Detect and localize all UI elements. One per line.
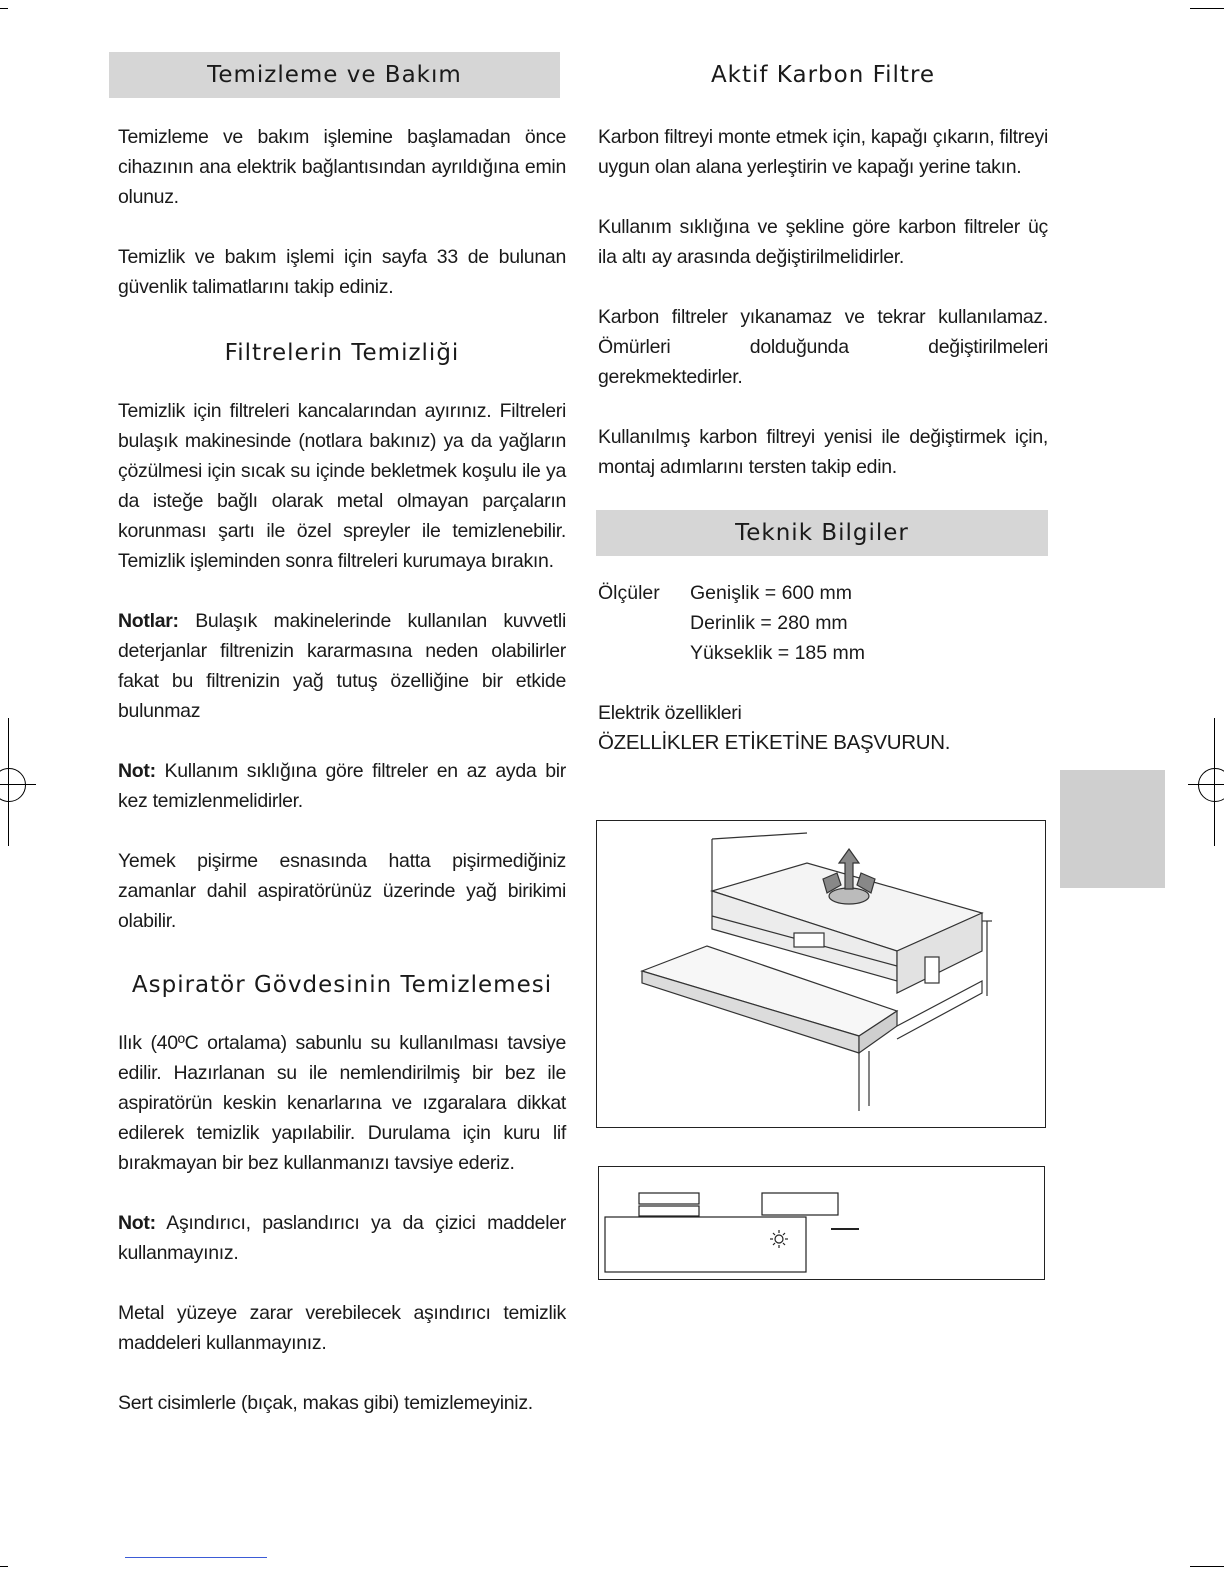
dimension-depth: Derinlik = 280 mm — [690, 612, 848, 634]
heading-technical-info: Teknik Bilgiler — [596, 510, 1048, 556]
left-column — [118, 52, 566, 1418]
note-text: Aşındırıcı, paslandırıcı ya da çizici maddeler kullanmayınız. — [118, 1212, 566, 1264]
dimensions-label: Ölçüler — [598, 582, 660, 604]
control-panel-drawing — [599, 1167, 1043, 1278]
registration-circle-right — [1198, 768, 1224, 802]
heading-cleaning-maintenance: Temizleme ve Bakım — [109, 52, 560, 98]
paragraph-power-disconnect: Temizleme ve bakım işlemine başlamadan önce cihazının ana elektrik bağlantısından ayrıldığına emin olunuz. — [118, 126, 566, 208]
right-column — [598, 52, 1048, 758]
heading-body-cleaning: Aspiratör Gövdesinin Temizlemesi — [131, 972, 553, 998]
notes-text: Bulaşık makinelerinde kullanılan kuvvetli deterjanlar filtrenizin kararmasına neden olabilirler fakat bu filtrenizin yağ tutuş özelliğine bir etkide bulunmaz — [118, 610, 566, 722]
paragraph-carbon-not-washable: Karbon filtreler yıkanamaz ve tekrar kullanılamaz. Ömürleri dolduğunda değiştirilmeleri gerekmektedirler. — [598, 306, 1048, 388]
page-thumb-tab — [1060, 770, 1165, 888]
crop-mark-bottom-left — [0, 1566, 8, 1567]
paragraph-carbon-install: Karbon filtreyi monte etmek için, kapağı çıkarın, filtreyi uygun olan alana yerleştirin ve kapağı yerine takın. — [598, 126, 1048, 178]
crop-mark-top-right — [1190, 8, 1224, 9]
paragraph-filter-cleaning: Temizlik için filtreleri kancalarından ayırınız. Filtreleri bulaşık makinesinde (notlara bakınız) ya da yağların çözülmesi için sıcak su içinde bekletmek koşulu ile ya da isteğe bağlı olarak metal olmayan parçaların korunması şartı ile özel spreyler ile temizlenebilir. Temizlik işleminden sonra filtreleri kurumaya bırakın. — [118, 400, 566, 572]
dimensions-block — [598, 578, 1048, 668]
paragraph-safety-instructions: Temizlik ve bakım işlemi için sayfa 33 de bulunan güvenlik talimatlarını takip ediniz. — [118, 246, 566, 298]
electrical-label: Elektrik özellikleri — [598, 702, 742, 724]
paragraph-carbon-removal: Kullanılmış karbon filtreyi yenisi ile değiştirmek için, montaj adımlarını tersten takip edin. — [598, 426, 1048, 478]
crop-mark-bottom-right — [1190, 1566, 1224, 1567]
dimension-width: Genişlik = 600 mm — [690, 582, 853, 604]
paragraph-notes — [118, 606, 566, 726]
bottom-rule — [125, 1557, 267, 1558]
control-panel-illustration — [598, 1166, 1045, 1280]
hood-drawing — [597, 821, 1044, 1126]
notes-label: Notlar: — [118, 610, 179, 632]
paragraph-sharp-objects: Sert cisimlerle (bıçak, makas gibi) temizlemeyiniz. — [118, 1392, 533, 1414]
note-label: Not: — [118, 760, 156, 782]
hood-illustration — [596, 820, 1046, 1128]
paragraph-metal-surface: Metal yüzeye zarar verebilecek aşındırıcı temizlik maddeleri kullanmayınız. — [118, 1302, 566, 1354]
registration-circle-left — [0, 768, 26, 802]
paragraph-carbon-replace-interval: Kullanım sıklığına ve şekline göre karbon filtreler üç ila altı ay arasında değiştirilmelidirler. — [598, 216, 1048, 268]
note-text: Kullanım sıklığına göre filtreler en az ayda bir kez temizlenmelidirler. — [118, 760, 566, 812]
dimension-height: Yükseklik = 185 mm — [690, 642, 866, 664]
heading-filter-cleaning: Filtrelerin Temizliği — [224, 340, 460, 366]
paragraph-body-cleaning: Ilık (40ºC ortalama) sabunlu su kullanılması tavsiye edilir. Hazırlanan su ile nemlendirilmiş bir bez ile aspiratörün keskin kenarlarına ve ızgaralara dikkat edilerek temizlik yapılabilir. Durulama için kuru lif bırakmayan bir bez kullanmanızı tavsiye ederiz. — [118, 1032, 566, 1174]
paragraph-grease-buildup: Yemek pişirme esnasında hatta pişirmediğiniz zamanlar dahil aspiratörünüz üzerinde yağ birikimi olabilir. — [118, 850, 566, 932]
electrical-reference: ÖZELLİKLER ETİKETİNE BAŞVURUN. — [598, 731, 951, 754]
paragraph-note-abrasives — [118, 1208, 566, 1268]
crop-mark-top-left — [0, 8, 8, 9]
note-label: Not: — [118, 1212, 156, 1234]
paragraph-note-frequency — [118, 756, 566, 816]
heading-carbon-filter: Aktif Karbon Filtre — [710, 62, 936, 88]
